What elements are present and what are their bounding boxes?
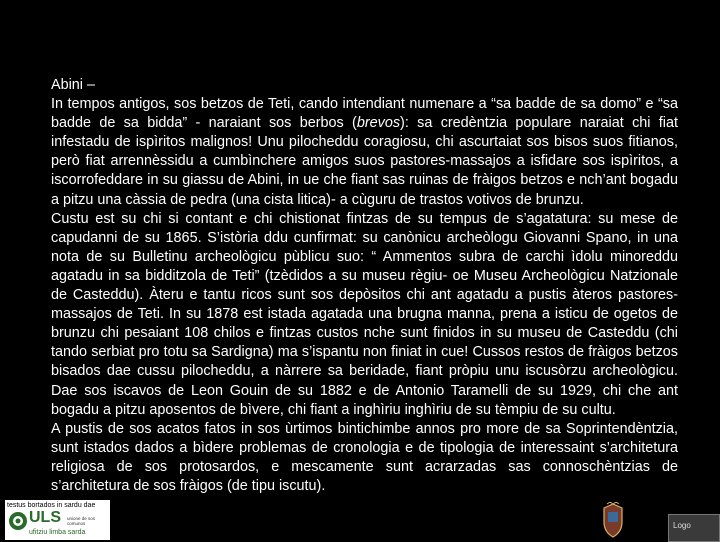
paragraph-1-part-b: ): sa credèntzia populare naraiat chi fiat infestadu de ispìritos malignos! Unu pilocheddu coragiosu, chi ascurtaiat sos bisos suos fitianos, però fiat arrennèssidu a cumbìnchere amigos suos pastores-massajos a isfidare sos ispìritos, a iscorrofeddare in su giassu de Abini, in ue che fiant sas ruinas de fràigos betzos e nch’ant bogadu a pitzu una càssia de pedra (una cista litica)- a cùguru de trastos votivos de brunzu.: [51, 115, 678, 208]
paragraph-2: Custu est su chi si contant e chi chistionat fintzas de su tempus de s’agatatura: su mese de capudanni de su 1865. S’istòria ddu cunfirmat: su canònicu archeòlogu Giovanni Spano, in una nota de su Bulletinu archeològicu pùblicu suo: “ Ammentos subra de carchi ìdolu minoreddu agatadu in sa bidditzola de Teti” (tzèdidos a su museu règiu- oe Museu Archeològicu Natzionale de Casteddu). Àteru e tantu ricos sunt sos depòsitos chi ant agatadu a pustis àteros pastores-massajos de Teti. In su 1878 est istada agatada una brugna manna, prena a isticu de ogetos de brunzu chi pesaiant 108 chilos e fintzas custos nche sunt finidos in su museu de Casteddu (chi tando serbiat pro totu sa Sardigna) ma s’ispantu non finiat in cue! Cussos restos de fràigos betzos bisados dae cussu pilocheddu, a nàrrere sa beridade, fiant pròpiu unu iscusòrzu archeològicu. Dae sos iscavos de Leon Gouin de su 1882 e de Antonio Taramelli de su 1929, chi che ant bogadu a pitzu aposentos de bìvere, chi fiant a inghìriu inghìriu de su tèmpiu de su cultu.: [51, 210, 678, 418]
right-logo-badge: [668, 514, 720, 542]
right-logo-text: Logo: [673, 521, 691, 530]
uls-logo-subtitle: unione de sos comunos: [67, 516, 96, 526]
uls-emblem-icon: [8, 511, 28, 531]
title-line: Abini –: [51, 77, 96, 93]
municipal-crest-icon: [598, 502, 628, 540]
uls-logo-letters: ULS: [29, 509, 61, 526]
paragraph-3: A pustis de sos acatos fatos in sos ùrtimos bintichimbe annos pro more de sa Soprintendèntzia, sunt istados dados a bìdere problemas de cronologia e de tipologia de interessaint s’architetura religiosa de sos protosardos, e mescamente sunt acrarzadas sas connoschèntzias de s’architetura de sos fràigos (de tipu iscutu).: [51, 420, 678, 494]
paragraph-1-part-a: In tempos antigos, sos betzos de Teti, cando intendiant numenare a “sa badde de sa domo” e “sa badde de sa bidda” - naraiant sos berbos (: [51, 96, 678, 132]
uls-logo: [5, 500, 110, 540]
paragraph-1-italic-word: brevos: [356, 115, 401, 132]
uls-logo-caption: testus bortados in sardu dae: [7, 502, 96, 509]
body-text: [51, 76, 678, 496]
uls-logo-name: ufitziu limba sarda: [29, 529, 86, 536]
paragraph-1: [51, 95, 678, 210]
